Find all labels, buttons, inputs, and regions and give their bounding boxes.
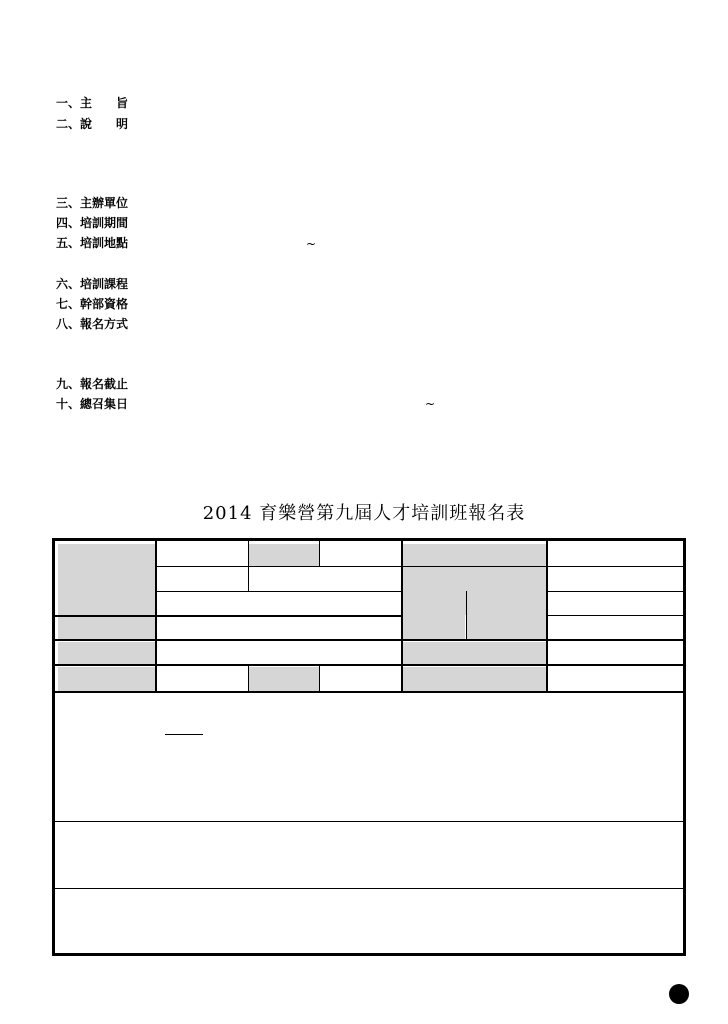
table-rule bbox=[55, 821, 683, 822]
label-cell bbox=[58, 667, 155, 691]
table-rule bbox=[155, 591, 403, 592]
table-rule bbox=[55, 691, 683, 693]
label-cell-photo-block bbox=[58, 544, 155, 615]
section-4-heading: 四、培訓期間 bbox=[56, 216, 129, 230]
label-cell bbox=[58, 642, 155, 664]
label-cell bbox=[249, 544, 319, 566]
fill-in-underline bbox=[165, 734, 203, 735]
table-rule bbox=[547, 591, 683, 592]
section-7-heading: 七、幹部資格 bbox=[56, 297, 129, 311]
table-rule bbox=[248, 541, 249, 591]
table-rule bbox=[55, 639, 683, 641]
label-cell bbox=[467, 615, 547, 639]
table-rule bbox=[319, 541, 320, 566]
table-rule bbox=[248, 664, 249, 691]
table-rule bbox=[155, 566, 683, 567]
section-8-heading: 八、報名方式 bbox=[56, 317, 129, 331]
table-rule bbox=[55, 888, 683, 889]
section-10-heading: 十、總召集日 bbox=[56, 397, 129, 411]
table-rule bbox=[466, 591, 467, 639]
date-range-mark: ~ bbox=[306, 237, 317, 251]
table-rule bbox=[55, 615, 403, 617]
label-cell bbox=[58, 617, 155, 639]
date-range-mark: ~ bbox=[425, 397, 436, 411]
table-rule bbox=[546, 541, 548, 691]
form-title: 2014 育樂營第九屆人才培訓班報名表 bbox=[202, 503, 526, 524]
label-cell bbox=[403, 667, 547, 691]
registration-form-table bbox=[52, 538, 686, 956]
table-rule bbox=[401, 541, 403, 691]
table-rule bbox=[55, 664, 683, 666]
table-rule bbox=[319, 664, 320, 691]
label-cell bbox=[403, 642, 547, 664]
label-cell bbox=[403, 544, 547, 615]
section-6-heading: 六、培訓課程 bbox=[56, 277, 129, 291]
section-1-heading: 一、主 旨 bbox=[56, 96, 129, 110]
table-rule bbox=[155, 541, 157, 691]
section-2-heading: 二、說 明 bbox=[56, 117, 129, 131]
section-9-heading: 九、報名截止 bbox=[56, 377, 129, 391]
label-cell bbox=[403, 615, 465, 639]
section-5-heading: 五、培訓地點 bbox=[56, 236, 129, 250]
section-3-heading: 三、主辦單位 bbox=[56, 196, 129, 210]
table-rule bbox=[547, 615, 683, 616]
page-marker-dot bbox=[669, 984, 689, 1004]
label-cell bbox=[249, 667, 319, 691]
